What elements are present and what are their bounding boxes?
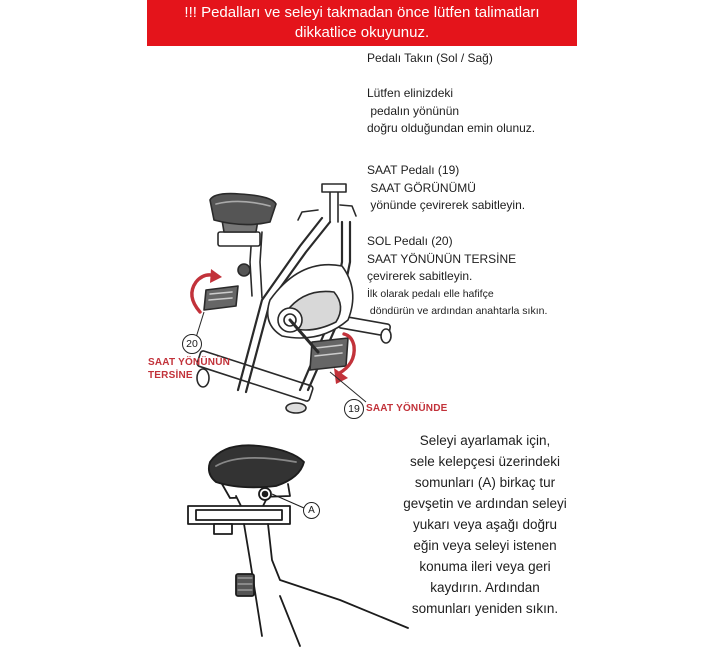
- text-line: sele kelepçesi üzerindeki: [409, 454, 561, 469]
- text-line: Lütfen elinizdeki: [367, 86, 454, 100]
- ccw-label: [148, 356, 230, 382]
- warning-line-1: !!! Pedalları ve seleyi takmadan önce lütfen talimatları: [184, 4, 540, 21]
- text-line: gevşetin ve ardından seleyi: [403, 496, 567, 511]
- text-line: İlk olarak pedalı elle hafifçe: [367, 287, 494, 300]
- text-line: pedalın yönünün: [367, 103, 460, 118]
- text-line: SAAT GÖRÜNÜMÜ: [367, 180, 476, 195]
- text-line: somunları (A) birkaç tur: [414, 475, 556, 490]
- warning-line-2: dikkatlice okuyunuz.: [294, 24, 430, 41]
- pedal-intro-text: [367, 85, 535, 138]
- text-line: SAAT Pedalı (19): [367, 163, 460, 177]
- ccw-label-line-1: SAAT YÖNÜNÜN: [148, 357, 231, 368]
- pedal-section-title: Pedalı Takın (Sol / Sağ): [367, 51, 493, 65]
- text-line: SAAT YÖNÜNÜN TERSİNE: [367, 251, 517, 266]
- seat-adjust-text: [370, 430, 600, 619]
- left-pedal-text: [367, 233, 547, 321]
- text-line: eğin veya seleyi istenen: [413, 538, 557, 553]
- label-20-circle: 20: [182, 334, 202, 354]
- text-line: doğru olduğundan emin olunuz.: [367, 121, 536, 135]
- text-line: döndürün ve ardından anahtarla sıkın.: [367, 305, 548, 317]
- text-line: somunları yeniden sıkın.: [411, 601, 559, 616]
- text-line: SOL Pedalı (20): [367, 234, 453, 248]
- text-line: yönünde çevirerek sabitleyin.: [367, 198, 526, 212]
- text-line: Seleyi ayarlamak için,: [419, 433, 551, 448]
- clamp-a-circle: A: [303, 502, 320, 519]
- text-line: konuma ileri veya geri: [419, 559, 551, 574]
- text-line: kaydırın. Ardından: [430, 580, 540, 595]
- text-line: yukarı veya aşağı doğru: [412, 517, 558, 532]
- ccw-label-line-2: TERSİNE: [148, 370, 193, 381]
- right-pedal-text: [367, 162, 525, 215]
- cw-label: SAAT YÖNÜNDE: [366, 403, 448, 414]
- label-19-circle: 19: [344, 399, 364, 419]
- text-line: çevirerek sabitleyin.: [367, 269, 473, 283]
